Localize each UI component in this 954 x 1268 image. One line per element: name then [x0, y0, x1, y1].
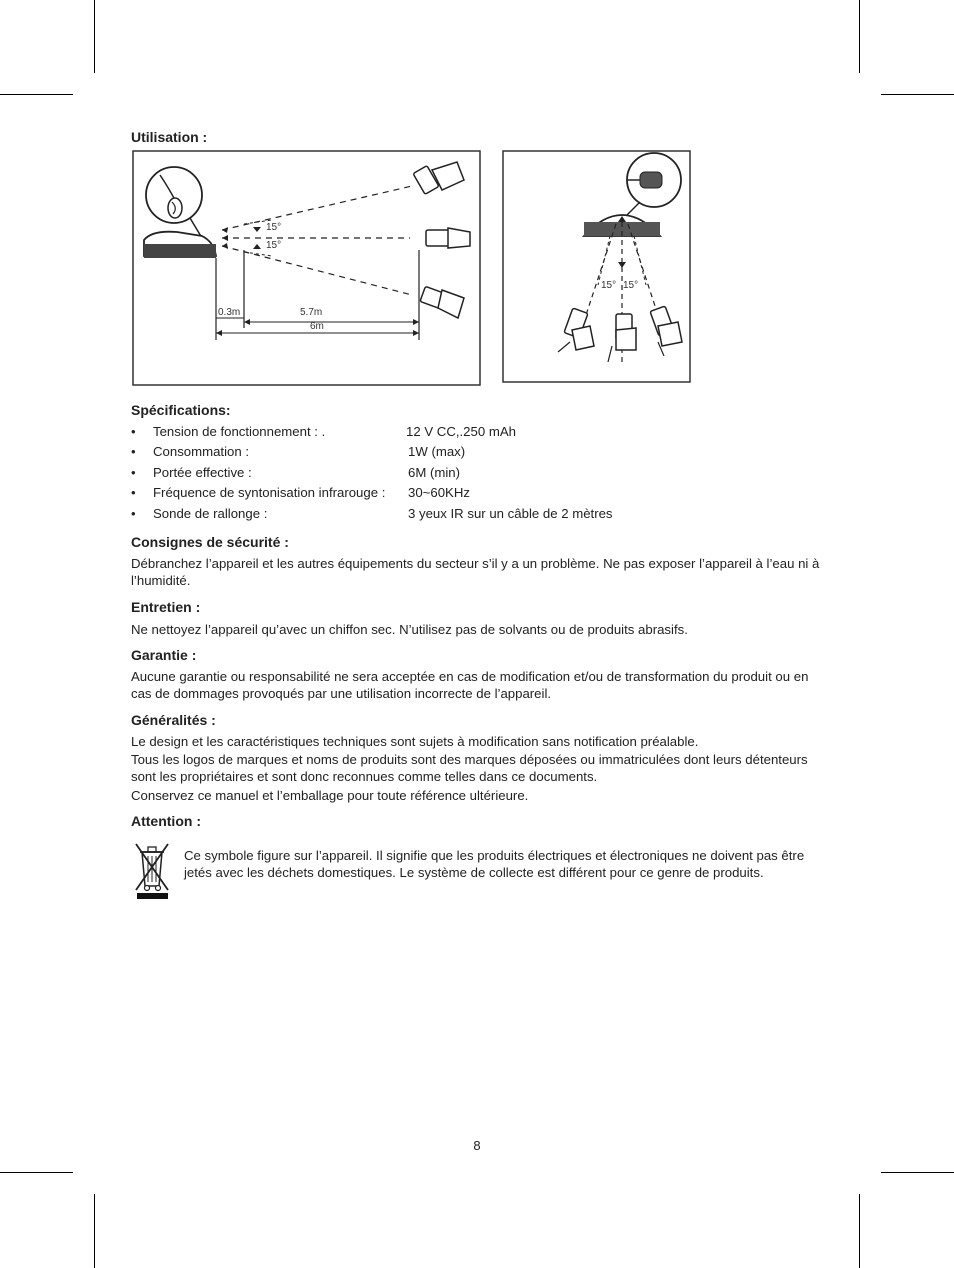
safety-title: Consignes de sécurité : — [131, 534, 289, 550]
spec-value: 1W (max) — [408, 444, 466, 459]
attention-text: Ce symbole figure sur l’appareil. Il signifie que les produits électriques et électroniques ne doivent pas être jetés avec les déchets domestiques. Le système de collecte est différent pour ce genre de produits. — [184, 848, 805, 880]
angle-bottom-label: 15° — [266, 240, 282, 251]
maintenance-text: Ne nettoyez l’appareil qu’avec un chiffon sec. N’utilisez pas de solvants ou de produits abrasifs. — [131, 622, 688, 637]
angle-top-label: 15° — [266, 222, 282, 233]
warranty-title: Garantie : — [131, 647, 197, 663]
warranty-text: Aucune garantie ou responsabilité ne sera acceptée en cas de modification et/ou de transformation du produit ou en cas de dommages provoqués par une utilisation incorrecte de l’appareil. — [131, 669, 809, 701]
angle-left-label: 15° — [601, 280, 617, 291]
remote-hand-icon — [426, 228, 470, 248]
bullet: • — [131, 465, 136, 480]
spec-value: 12 V CC,.250 mAh — [406, 424, 516, 439]
page-number: 8 — [473, 1138, 481, 1153]
specs-title: Spécifications: — [131, 402, 231, 418]
safety-text: Débranchez l’appareil et les autres équipements du secteur s’il y a un problème. Ne pas exposer l’appareil à l’eau ni à l’humidité. — [131, 556, 820, 588]
maintenance-title: Entretien : — [131, 599, 201, 615]
general-title: Généralités : — [131, 712, 216, 728]
crop-mark — [859, 0, 860, 73]
angle-diagram — [502, 150, 692, 384]
spec-label: Portée effective : — [153, 465, 252, 480]
general-text-2: Tous les logos de marques et noms de produits sont des marques déposées ou immatriculées dont leurs détenteurs sont les propriétaires et sont donc reconnues comme telles dans ce documents. — [131, 752, 808, 784]
spec-label: Fréquence de syntonisation infrarouge : — [153, 485, 386, 500]
crop-mark — [94, 0, 95, 73]
general-text-3: Conservez ce manuel et l’emballage pour toute référence ultérieure. — [131, 788, 529, 803]
spec-label: Consommation : — [153, 444, 250, 459]
bullet: • — [131, 506, 136, 521]
dist-total-label: 6m — [310, 321, 324, 332]
general-text-1: Le design et les caractéristiques techniques sont sujets à modification sans notification préalable. — [131, 734, 699, 749]
spec-value: 6M (min) — [408, 465, 461, 480]
bullet: • — [131, 485, 136, 500]
crop-mark — [859, 1194, 860, 1268]
spec-label: Tension de fonctionnement : . — [153, 424, 326, 439]
usage-title: Utilisation : — [131, 129, 208, 145]
attention-title: Attention : — [131, 813, 201, 829]
bullet: • — [131, 444, 136, 459]
weee-crossed-bin-icon — [134, 842, 170, 900]
crop-mark — [881, 1172, 954, 1173]
dist-near-label: 0.3m — [218, 307, 241, 318]
bullet: • — [131, 424, 136, 439]
range-diagram — [132, 150, 482, 388]
spec-label: Sonde de rallonge : — [153, 506, 268, 521]
crop-mark — [881, 94, 954, 95]
spec-value: 30~60KHz — [408, 485, 470, 500]
crop-mark — [0, 94, 73, 95]
angle-right-label: 15° — [623, 280, 639, 291]
crop-mark — [0, 1172, 73, 1173]
dist-mid-label: 5.7m — [300, 307, 323, 318]
crop-mark — [94, 1194, 95, 1268]
spec-value: 3 yeux IR sur un câble de 2 mètres — [408, 506, 613, 521]
